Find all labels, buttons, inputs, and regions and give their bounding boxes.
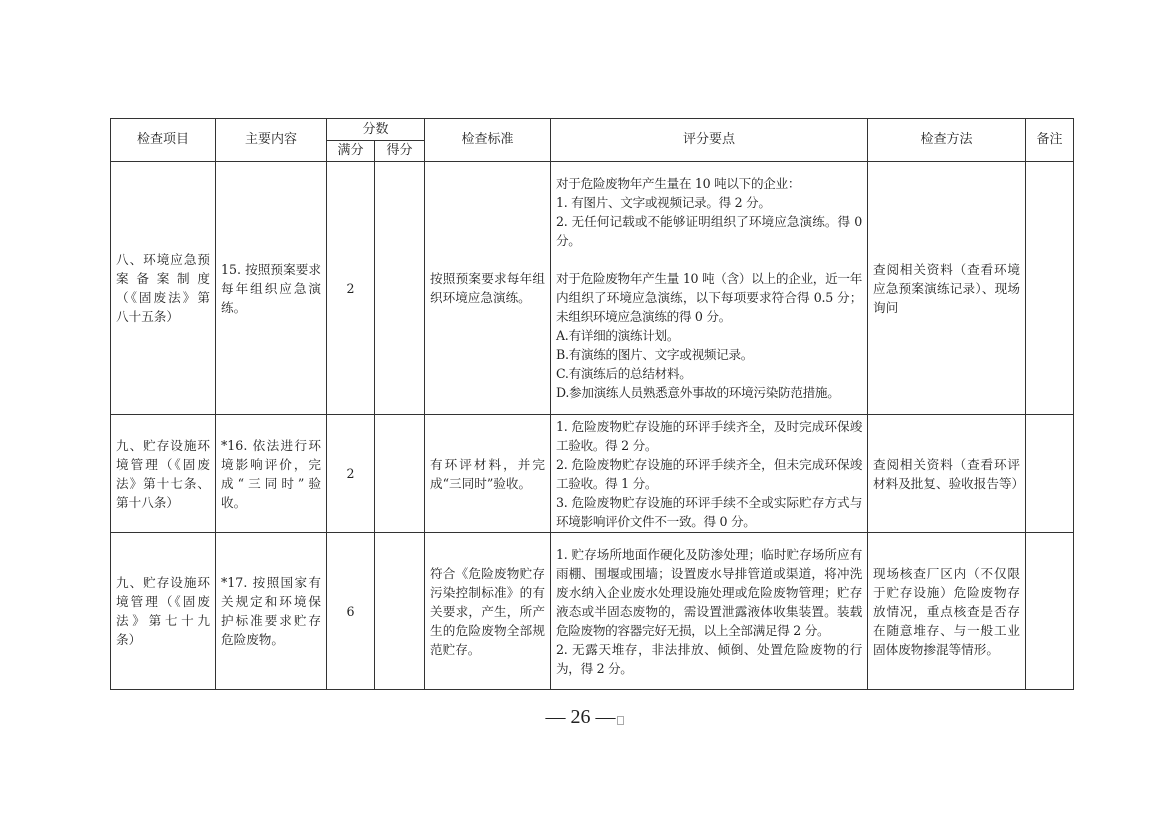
cell-item: 八、环境应急预案备案制度（《固废法》第八十五条） (111, 162, 216, 415)
point-line: 2. 危险废物贮存设施的环评手续齐全，但未完成环保竣工验收。得 1 分。 (556, 456, 862, 491)
cell-item: 九、贮存设施环境管理（《固废法》第十七条、第十八条） (111, 415, 216, 533)
table-row (111, 533, 1074, 690)
cell-got-score (375, 415, 425, 533)
point-line: C.有演练后的总结材料。 (556, 366, 692, 381)
cell-got-score (375, 533, 425, 690)
cell-method: 查阅相关资料（查看环评材料及批复、验收报告等） (868, 415, 1026, 533)
point-line: B.有演练的图片、文字或视频记录。 (556, 347, 754, 362)
inspection-table (110, 118, 1074, 690)
header-content: 主要内容 (216, 119, 327, 162)
page-number: — 26 — (545, 706, 616, 728)
header-points: 评分要点 (551, 119, 868, 162)
point-line: 对于危险废物年产生量在 10 吨以下的企业： (556, 176, 801, 191)
cell-points (551, 533, 868, 690)
cell-points (551, 162, 868, 415)
cell-standard: 符合《危险废物贮存污染控制标准》的有关要求，产生，所产生的危险废物全部规范贮存。 (425, 533, 551, 690)
point-line: 对于危险废物年产生量 10 吨（含）以上的企业，近一年内组织了环境应急演练，以下每项要求符合得 0.5 分；未组织环境应急演练的得 0 分。 (556, 271, 862, 324)
header-got-score: 得分 (375, 141, 425, 162)
point-line: 2. 无露天堆存，非法排放、倾倒、处置危险废物的行为，得 2 分。 (556, 641, 862, 676)
point-line: 3. 危险废物贮存设施的环评手续不全或实际贮存方式与环境影响评价文件不一致。得 0 分。 (556, 494, 862, 529)
point-spacer (556, 250, 862, 269)
cell-content: 15. 按照预案要求每年组织应急演练。 (216, 162, 327, 415)
point-line: 1. 危险废物贮存设施的环评手续齐全，及时完成环保竣工验收。得 2 分。 (556, 418, 862, 453)
cell-content: *16. 依法进行环境影响评价，完成“三同时”验收。 (216, 415, 327, 533)
point-line: D.参加演练人员熟悉意外事故的环境污染防范措施。 (556, 385, 840, 400)
header-full-score: 满分 (327, 141, 375, 162)
cell-remark (1026, 415, 1074, 533)
cell-remark (1026, 533, 1074, 690)
point-line: 1. 有图片、文字或视频记录。得 2 分。 (556, 195, 771, 210)
cell-method: 现场核查厂区内（不仅限于贮存设施）危险废物存放情况，重点核查是否存在随意堆存、与一般工业固体废物掺混等情形。 (868, 533, 1026, 690)
header-standard: 检查标准 (425, 119, 551, 162)
cell-full-score: 2 (327, 415, 375, 533)
page-footer (0, 706, 1169, 729)
point-line: A.有详细的演练计划。 (556, 328, 680, 343)
header-method: 检查方法 (868, 119, 1026, 162)
cell-points (551, 415, 868, 533)
table-row (111, 415, 1074, 533)
header-row (111, 119, 1074, 141)
cell-got-score (375, 162, 425, 415)
header-remark: 备注 (1026, 119, 1074, 162)
cell-method: 查阅相关资料（查看环境应急预案演练记录）、现场询问 (868, 162, 1026, 415)
point-line: 1. 贮存场所地面作硬化及防渗处理；临时贮存场所应有雨棚、围堰或围墙；设置废水导排管道或渠道，将冲洗废水纳入企业废水处理设施处理或危险废物管理；贮存液态或半固态废物的，需设置泄露液体收集装置。装载危险废物的容器完好无损，以上全部满足得 2 分。 (556, 546, 862, 638)
cell-remark (1026, 162, 1074, 415)
cell-item: 九、贮存设施环境管理（《固废法》第七十九条） (111, 533, 216, 690)
point-line: 2. 无任何记载或不能够证明组织了环境应急演练。得 0 分。 (556, 214, 862, 248)
header-item: 检查项目 (111, 119, 216, 162)
cell-content: *17. 按照国家有关规定和环境保护标准要求贮存危险废物。 (216, 533, 327, 690)
cell-standard: 有环评材料，并完成“三同时”验收。 (425, 415, 551, 533)
cell-standard: 按照预案要求每年组织环境应急演练。 (425, 162, 551, 415)
header-score-group: 分数 (327, 119, 425, 141)
cell-full-score: 2 (327, 162, 375, 415)
placeholder-box-icon (617, 716, 624, 725)
cell-full-score: 6 (327, 533, 375, 690)
table-row (111, 162, 1074, 415)
